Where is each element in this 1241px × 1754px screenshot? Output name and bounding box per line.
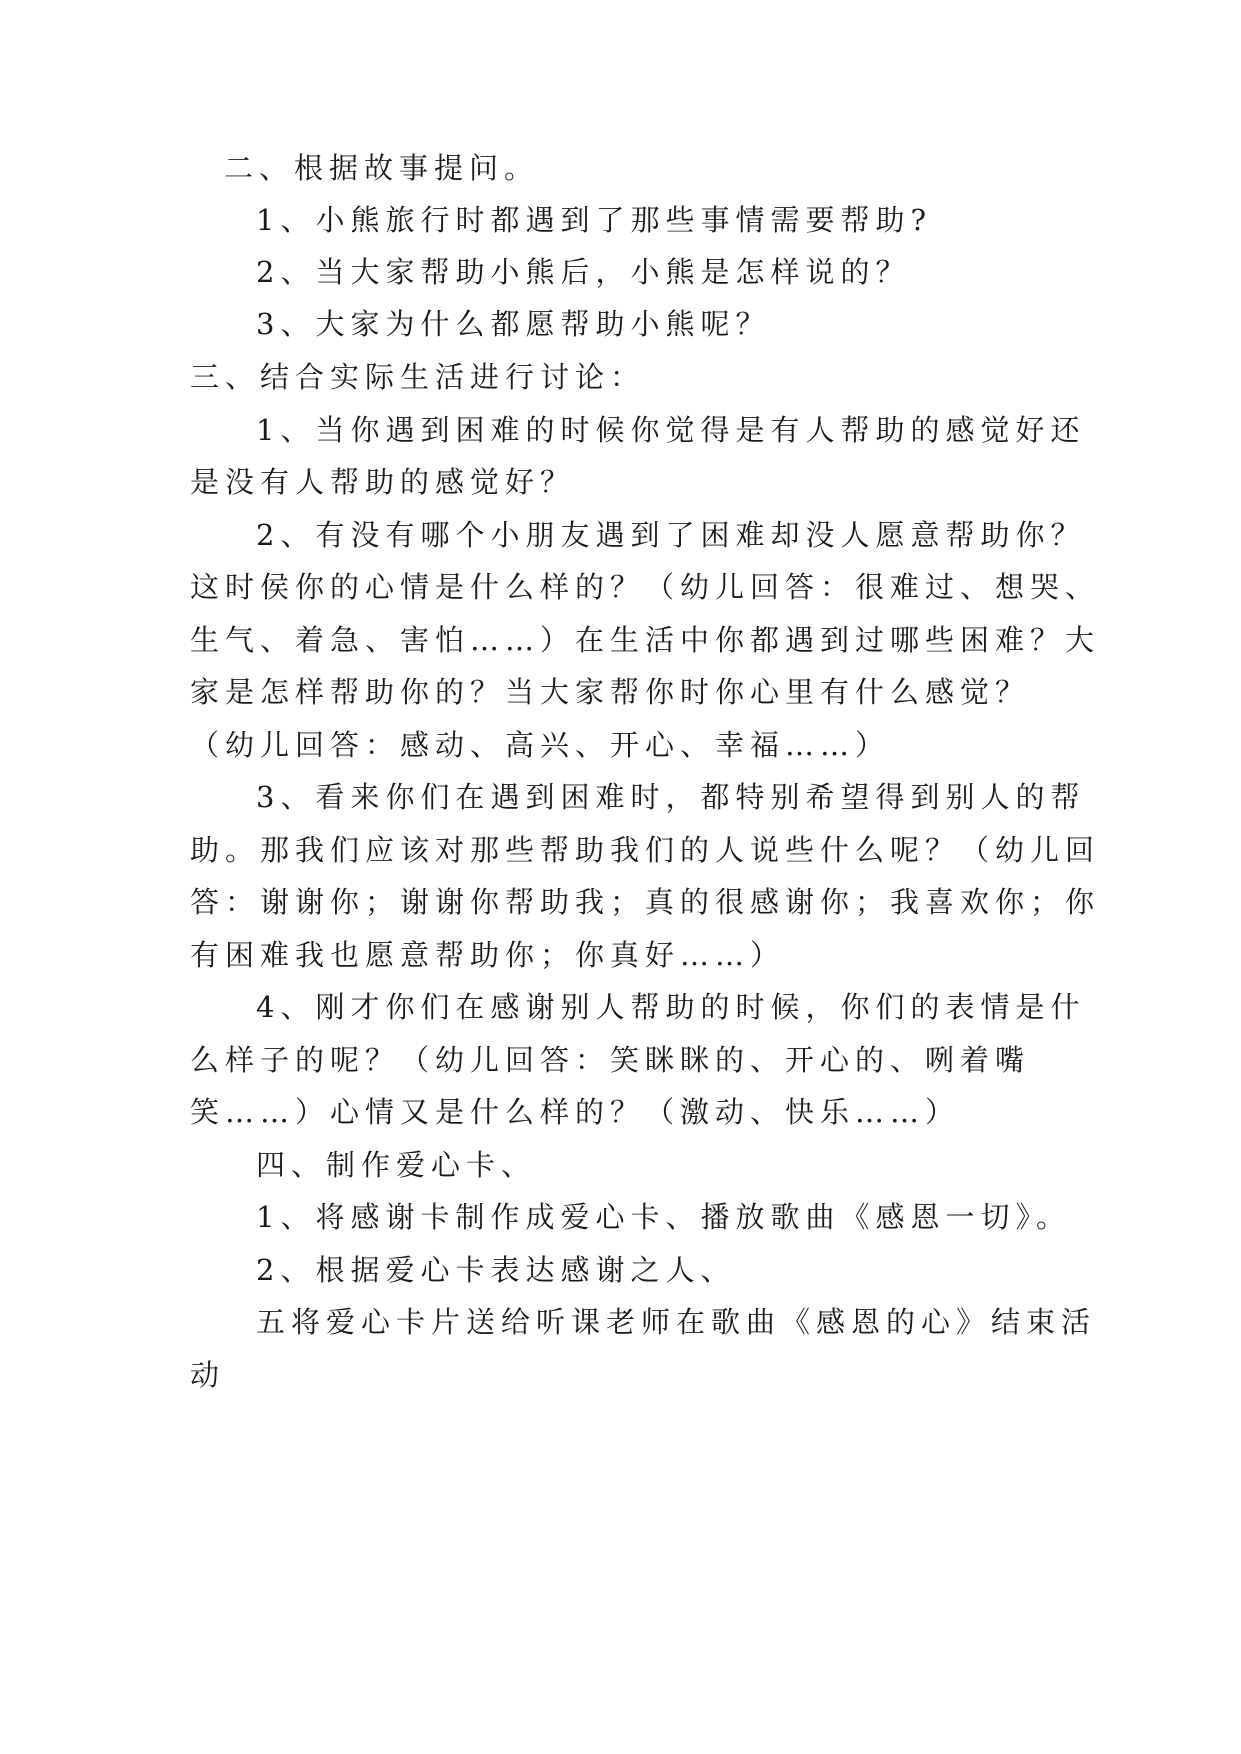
paragraph-line: 笑……）心情又是什么样的？（激动、快乐……） — [190, 1095, 961, 1129]
paragraph-line: 4、刚才你们在感谢别人帮助的时候，你们的表情是什 — [256, 990, 1086, 1024]
paragraph-line: 助。那我们应该对那些帮助我们的人说些什么呢？（幼儿回 — [190, 833, 1101, 867]
card-step-2: 2、根据爱心卡表达感谢之人、 — [256, 1253, 736, 1287]
paragraph-line: 这时侯你的心情是什么样的？（幼儿回答：很难过、想哭、 — [190, 570, 1101, 604]
paragraph-line: 3、看来你们在遇到困难时，都特别希望得到别人的帮 — [256, 780, 1086, 814]
paragraph-line: 1、当你遇到困难的时候你觉得是有人帮助的感觉好还 — [256, 413, 1086, 447]
paragraph-line: 是没有人帮助的感觉好？ — [190, 465, 576, 499]
paragraph-line: 2、有没有哪个小朋友遇到了困难却没人愿意帮助你？ — [256, 518, 1086, 552]
section-heading-4: 四、制作爱心卡、 — [256, 1148, 537, 1182]
paragraph-line: 答：谢谢你；谢谢你帮助我；真的很感谢你；我喜欢你；你 — [190, 885, 1101, 919]
question-item-1: 1、小熊旅行时都遇到了那些事情需要帮助? — [256, 203, 932, 237]
question-item-2: 2、当大家帮助小熊后，小熊是怎样说的？ — [256, 255, 911, 289]
paragraph-line: （幼儿回答：感动、高兴、开心、幸福……） — [190, 728, 891, 762]
paragraph-line: 有困难我也愿意帮助你；你真好……） — [190, 938, 786, 972]
paragraph-line: 家是怎样帮助你的？当大家帮你时你心里有什么感觉？ — [190, 675, 1031, 709]
card-step-1: 1、将感谢卡制作成爱心卡、播放歌曲《感恩一切》。 — [256, 1200, 1071, 1234]
section-heading-3: 三、结合实际生活进行讨论： — [190, 360, 646, 394]
section-heading-5: 五将爱心卡片送给听课老师在歌曲《感恩的心》结束活 — [256, 1305, 1097, 1339]
question-item-3: 3、大家为什么都愿帮助小熊呢？ — [256, 307, 771, 341]
paragraph-line: 生气、着急、害怕……）在生活中你都遇到过哪些困难？大 — [190, 623, 1101, 657]
paragraph-line: 么样子的呢？（幼儿回答：笑眯眯的、开心的、咧着嘴 — [190, 1043, 1031, 1077]
section-heading-2: 二、根据故事提问。 — [224, 151, 540, 185]
paragraph-line: 动 — [190, 1358, 226, 1392]
